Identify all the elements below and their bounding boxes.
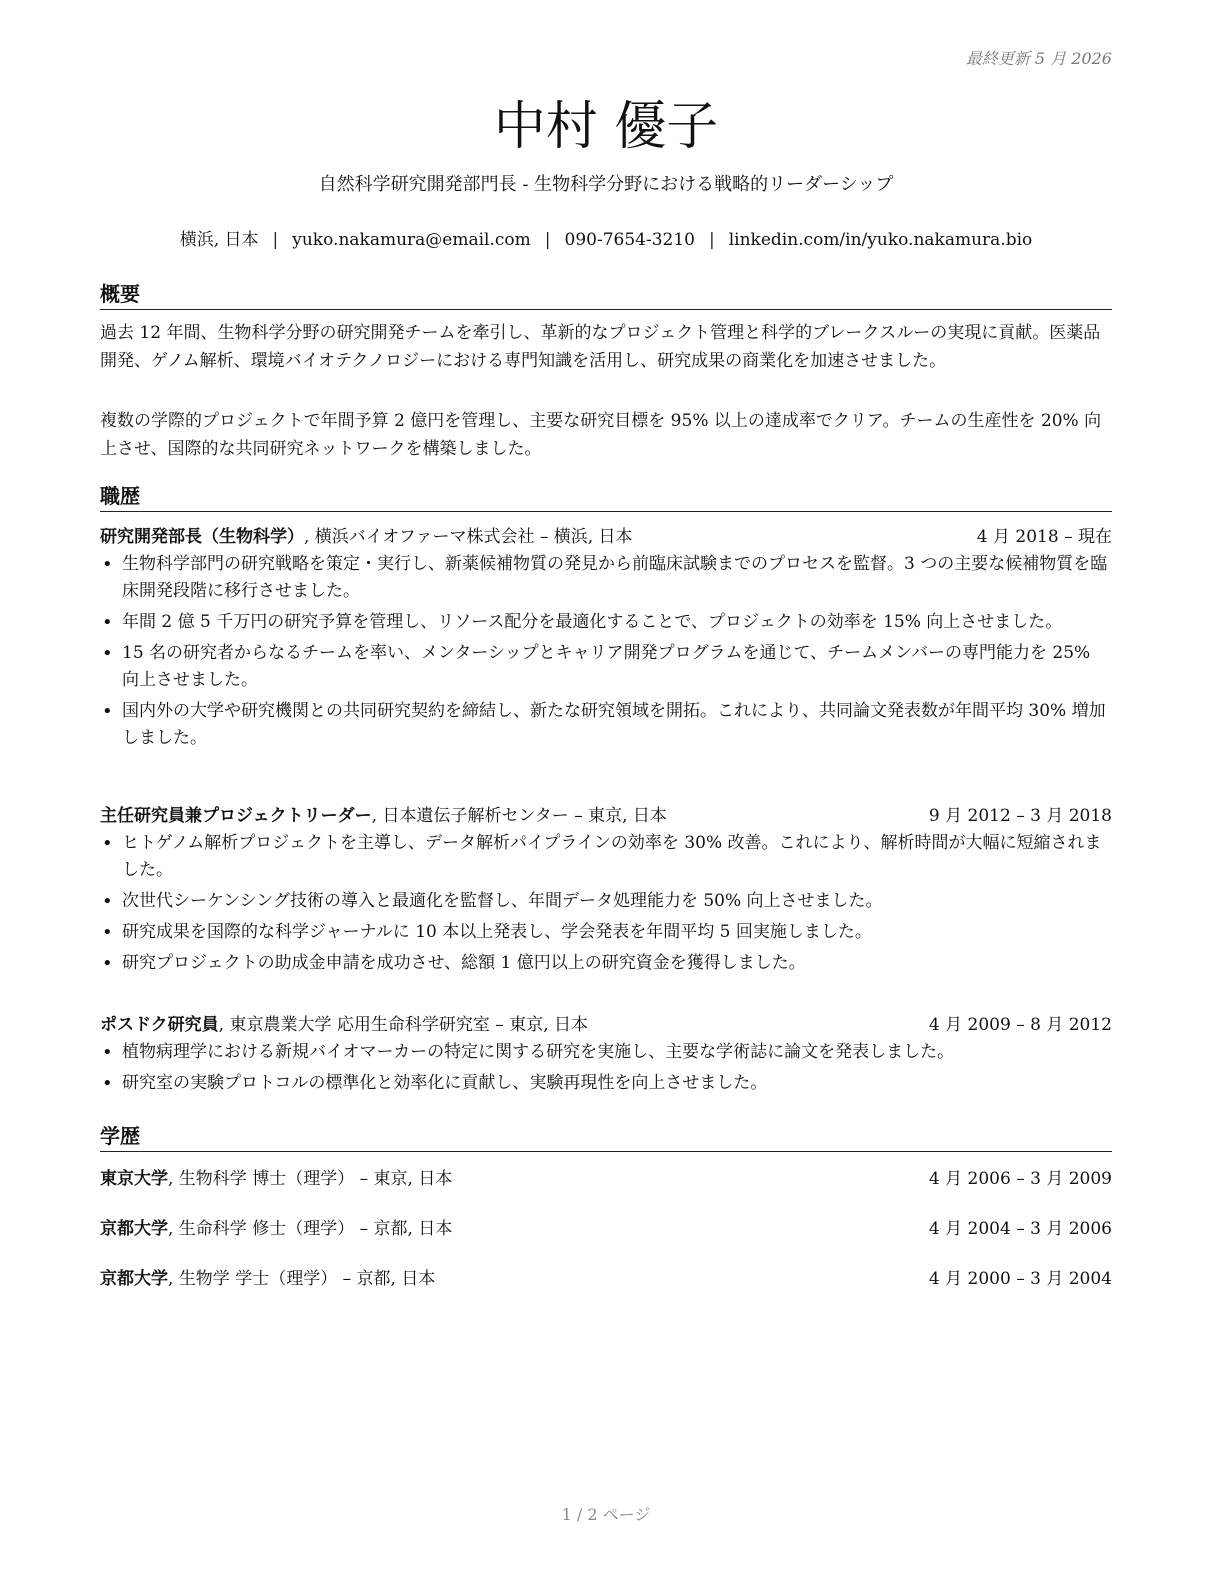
contact-location: 横浜, 日本 xyxy=(179,230,259,250)
list-item: • 生物科学部門の研究戦略を策定・実行し、新薬候補物質の発見から前臨床試験までのプロセスを監督。3 つの主要な候補物質を臨床開発段階に移行させました。 xyxy=(100,551,1112,605)
education-row xyxy=(100,1214,1112,1239)
section-title-summary: 概要 xyxy=(100,278,1112,310)
education-dates: 4 月 2004 – 3 月 2006 xyxy=(928,1219,1112,1239)
list-item: • 次世代シーケンシング技術の導入と最適化を監督し、年間データ処理能力を 50% 向上させました。 xyxy=(100,888,1112,915)
separator: | xyxy=(708,230,715,250)
section-title-education: 学歴 xyxy=(100,1120,1112,1152)
degree-detail: , 生物科学 博士（理学） – 東京, 日本 xyxy=(168,1169,453,1189)
summary-paragraph: 複数の学際的プロジェクトで年間予算 2 億円を管理し、主要な研究目標を 95% 以上の達成率でクリア。チームの生産性を 20% 向上させ、国際的な共同研究ネットワークを構築しました。 xyxy=(100,411,1102,459)
education-dates: 4 月 2000 – 3 月 2004 xyxy=(928,1269,1112,1289)
contact-line xyxy=(100,225,1112,250)
summary-paragraph: 過去 12 年間、生物科学分野の研究開発チームを牽引し、革新的なプロジェクト管理と科学的ブレークスルーの実現に貢献。医薬品開発、ゲノム解析、環境バイオテクノロジーにおける専門知識を活用し、研究成果の商業化を加速させました。 xyxy=(100,323,1101,371)
school-name: 東京大学 xyxy=(100,1169,168,1189)
job-dates: 4 月 2009 – 8 月 2012 xyxy=(928,1015,1112,1035)
job-role: 主任研究員兼プロジェクトリーダー xyxy=(100,806,372,826)
job-role: 研究開発部長（生物科学） xyxy=(100,527,304,547)
job-org: , 東京農業大学 応用生命科学研究室 – 東京, 日本 xyxy=(218,1015,588,1035)
job-header xyxy=(100,522,1112,547)
list-item: • 研究プロジェクトの助成金申請を成功させ、総額 1 億円以上の研究資金を獲得しました。 xyxy=(100,950,1112,977)
list-item: • ヒトゲノム解析プロジェクトを主導し、データ解析パイプラインの効率を 30% 改善。これにより、解析時間が大幅に短縮されました。 xyxy=(100,830,1112,884)
list-item: • 研究室の実験プロトコルの標準化と効率化に貢献し、実験再現性を向上させました。 xyxy=(100,1070,1112,1097)
list-item: • 国内外の大学や研究機関との共同研究契約を締結し、新たな研究領域を開拓。これにより、共同論文発表数が年間平均 30% 増加しました。 xyxy=(100,698,1112,752)
person-name: 中村 優子 xyxy=(493,97,719,157)
section-title-experience: 職歴 xyxy=(100,480,1112,512)
list-item: • 植物病理学における新規バイオマーカーの特定に関する研究を実施し、主要な学術誌に論文を発表しました。 xyxy=(100,1039,1112,1066)
job-header xyxy=(100,801,1112,826)
tagline: 自然科学研究開発部門長 - 生物科学分野における戦略的リーダーシップ xyxy=(318,174,894,195)
job-dates: 4 月 2018 – 現在 xyxy=(976,527,1112,547)
contact-linkedin[interactable]: linkedin.com/in/yuko.nakamura.bio xyxy=(728,230,1033,250)
job-dates: 9 月 2012 – 3 月 2018 xyxy=(928,806,1112,826)
resume-page xyxy=(100,0,1112,1584)
degree-detail: , 生命科学 修士（理学） – 京都, 日本 xyxy=(168,1219,453,1239)
school-name: 京都大学 xyxy=(100,1269,168,1289)
last-updated: 最終更新 5 月 2026 xyxy=(965,49,1112,68)
job-role: ポスドク研究員 xyxy=(100,1015,219,1035)
list-item: • 年間 2 億 5 千万円の研究予算を管理し、リソース配分を最適化することで、プロジェクトの効率を 15% 向上させました。 xyxy=(100,609,1112,636)
page-number: 1 / 2 ページ xyxy=(561,1505,651,1524)
job-bullets xyxy=(100,830,1112,981)
school-name: 京都大学 xyxy=(100,1219,168,1239)
list-item: • 研究成果を国際的な科学ジャーナルに 10 本以上発表し、学会発表を年間平均 5 回実施しました。 xyxy=(100,919,1112,946)
job-org: , 日本遺伝子解析センター – 東京, 日本 xyxy=(371,806,667,826)
list-item: • 15 名の研究者からなるチームを率い、メンターシップとキャリア開発プログラムを通じて、チームメンバーの専門能力を 25% 向上させました。 xyxy=(100,640,1112,694)
job-bullets xyxy=(100,551,1112,756)
education-row xyxy=(100,1264,1112,1289)
job-org: , 横浜バイオファーマ株式会社 – 横浜, 日本 xyxy=(304,527,633,547)
contact-phone: 090-7654-3210 xyxy=(564,230,695,250)
job-bullets xyxy=(100,1039,1112,1101)
separator: | xyxy=(272,230,279,250)
job-header xyxy=(100,1010,1112,1035)
education-row xyxy=(100,1164,1112,1189)
contact-email[interactable]: yuko.nakamura@email.com xyxy=(292,230,531,250)
degree-detail: , 生物学 学士（理学） – 京都, 日本 xyxy=(168,1269,436,1289)
separator: | xyxy=(544,230,551,250)
education-dates: 4 月 2006 – 3 月 2009 xyxy=(928,1169,1112,1189)
